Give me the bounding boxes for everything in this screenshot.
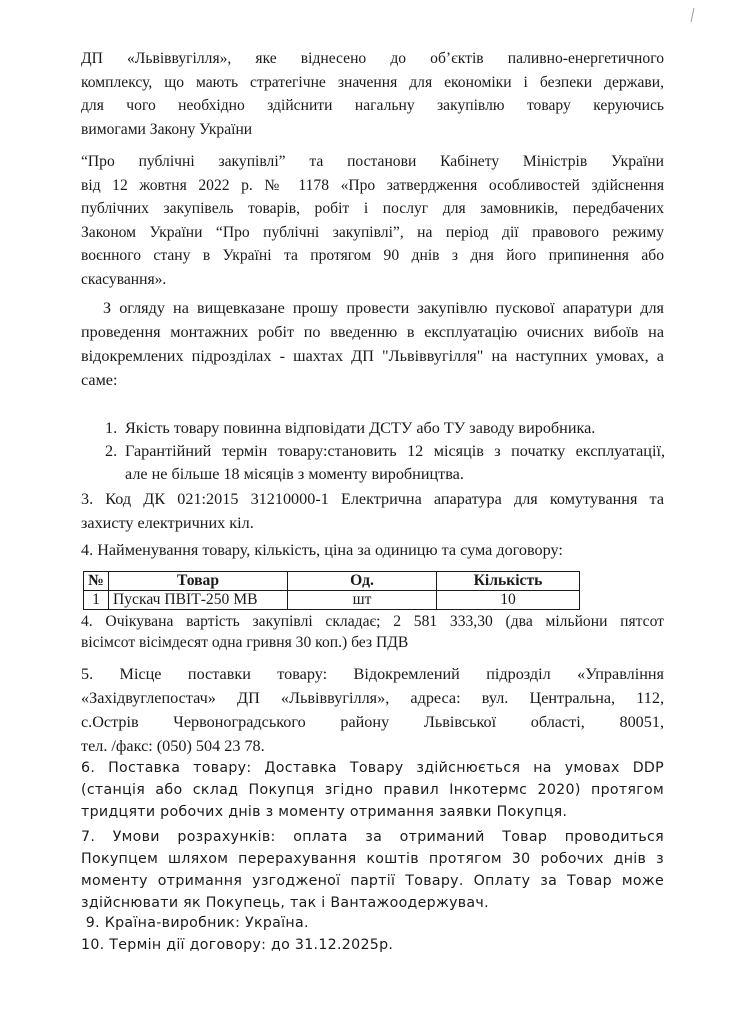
header-quantity: Кількість <box>437 572 580 591</box>
cell-unit: шт <box>288 591 437 610</box>
law-line: публічних закупівель товарів, робіт і послуг для замовників, передбачених <box>81 200 664 217</box>
header-number: № <box>84 572 109 591</box>
country-term-block <box>81 912 664 956</box>
code-line: 3. Код ДК 021:2015 31210000-1 Електрична апаратура для комутування та <box>81 490 664 508</box>
place-line: тел. /факс: (050) 504 23 78. <box>81 737 265 755</box>
condition-item <box>105 417 665 440</box>
table-header-row <box>84 572 580 591</box>
request-paragraph <box>81 296 664 392</box>
request-line: З огляду на вищевказане прошу провести закупівлю пускової апаратури для <box>103 299 664 317</box>
condition-line: Якість товару повинна відповідати ДСТУ або ТУ заводу виробника. <box>125 419 596 437</box>
header-unit: Од. <box>288 572 437 591</box>
request-line: проведення монтажних робіт по введенню в експлуатацію очисних вибоїв на <box>81 323 664 341</box>
law-line: скасування». <box>81 270 167 288</box>
intro-line: ДП «Львіввугілля», яке віднесено до об’єктів паливно-енергетичного <box>81 50 664 67</box>
payment-line: Покупцем шляхом перерахування коштів протягом 30 робочих днів з <box>81 851 664 867</box>
delivery-line: 6. Поставка товару: Доставка Товару здійснюється на умовах DDP <box>81 760 664 776</box>
cell-quantity: 10 <box>437 591 580 610</box>
corner-mark <box>691 8 695 22</box>
naming-text: 4. Найменування товару, кількість, ціна за одиницю та сума договору: <box>81 541 563 559</box>
delivery-paragraph <box>81 757 664 823</box>
term-line: 10. Термін дії договору: до 31.12.2025р. <box>81 937 394 953</box>
cell-goods: Пускач ПВІТ-250 МВ <box>109 591 288 610</box>
payment-line: 7. Умови розрахунків: оплата за отриманий Товар проводиться <box>81 829 664 845</box>
place-line: 5. Місце поставки товару: Відокремлений підрозділ «Управління <box>81 665 664 683</box>
country-line: 9. Країна-виробник: Україна. <box>81 915 309 931</box>
payment-paragraph <box>81 826 664 914</box>
payment-line: здійснювати як Покупець, так і Вантажоодержувач. <box>81 895 489 911</box>
code-line: захисту електричних кіл. <box>81 514 254 532</box>
conditions-list <box>105 417 665 486</box>
goods-table <box>83 571 580 610</box>
request-line: відокремлених підрозділах - шахтах ДП "Львіввугілля" на наступних умовах, а <box>81 347 664 365</box>
cell-number: 1 <box>84 591 109 610</box>
payment-line: моменту отримання узгодженої партії Товару. Оплату за Товар може <box>81 873 664 889</box>
law-line: Законом України “Про публічні закупівлі”, на період дії правового режиму <box>81 223 664 241</box>
law-line: “Про публічні закупівлі” та постанови Кабінету Міністрів України <box>81 153 664 170</box>
table-row <box>84 591 580 610</box>
delivery-line: тридцяти робочих днів з моменту отримання заявки Покупця. <box>81 804 568 820</box>
condition-number: 1. <box>105 419 118 437</box>
delivery-line: (станція або склад Покупця згідно правил Інкотермс 2020) протягом <box>81 782 664 798</box>
intro-line: вимогами Закону України <box>81 120 253 138</box>
intro-line: комплексу, що мають стратегічне значення для економіки і безпеки держави, <box>81 73 664 91</box>
intro-paragraph <box>81 47 664 141</box>
cost-paragraph <box>81 611 664 653</box>
code-paragraph <box>81 487 664 535</box>
place-line: «Західвуглепостач» ДП «Львіввугілля», адреса: вул. Центральна, 112, <box>81 689 664 707</box>
law-paragraph <box>81 150 664 291</box>
condition-number: 2. <box>105 442 118 460</box>
naming-line <box>81 538 664 562</box>
intro-line: для чого необхідно здійснити нагальну закупівлю товару керуючись <box>81 97 664 114</box>
cost-line: 4. Очікувана вартість закупівлі складає; 2 581 333,30 (два мільйони пятсот <box>81 613 664 630</box>
cost-line: вісімсот вісімдесят одна гривня 30 коп.) без ПДВ <box>81 634 409 651</box>
condition-item <box>105 440 665 486</box>
law-line: від 12 жовтня 2022 р. № 1178 «Про затвердження особливостей здійснення <box>81 176 664 194</box>
place-line: с.Острів Червоноградського району Львівської області, 80051, <box>81 713 664 731</box>
law-line: воєнного стану в Україні та протягом 90 днів з дня його припинення або <box>81 247 664 264</box>
place-paragraph <box>81 662 664 758</box>
header-goods: Товар <box>109 572 288 591</box>
condition-line: Гарантійний термін товару:становить 12 місяців з початку експлуатації, <box>125 442 665 460</box>
condition-line: але не більше 18 місяців з моменту виробництва. <box>125 465 464 483</box>
request-line: саме: <box>81 371 118 389</box>
